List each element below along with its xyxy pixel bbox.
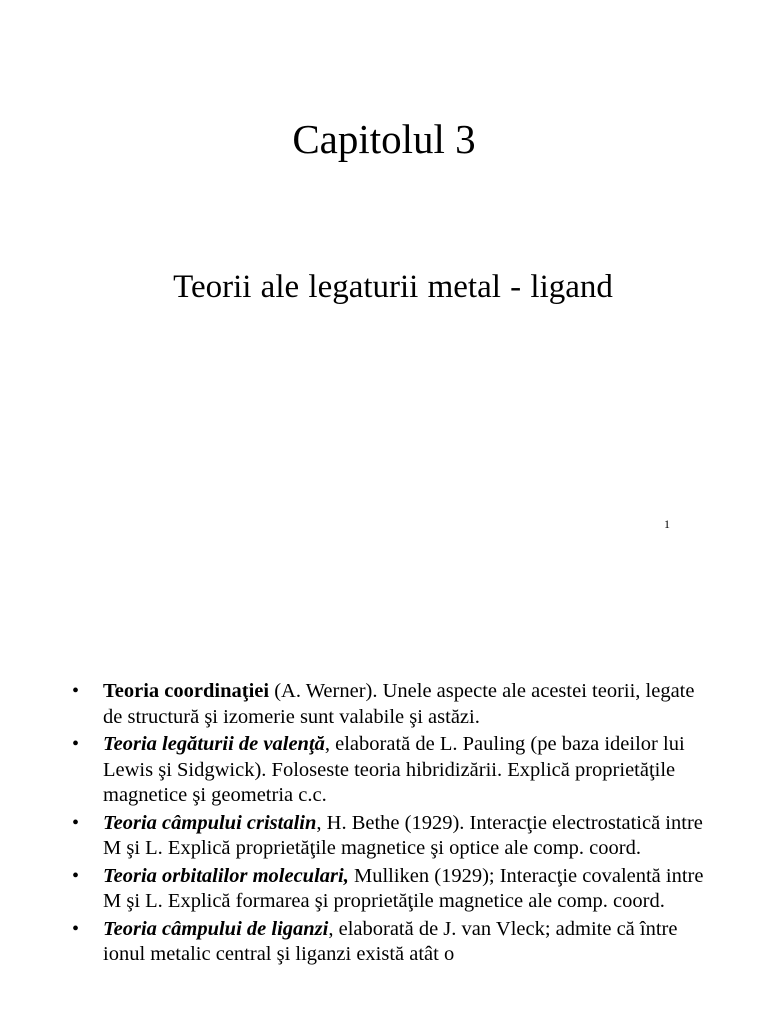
theory-term: Teoria legăturii de valenţă xyxy=(103,733,325,755)
theory-description: Mulliken (1929); Interacţie covalentă intre M şi L. Explică formarea şi proprietăţile magnetice ale comp. coord. xyxy=(103,864,704,912)
theory-term: Teoria câmpului de liganzi xyxy=(103,917,329,940)
list-item xyxy=(0,679,768,730)
bullet-icon: • xyxy=(72,680,80,702)
slide-2 xyxy=(0,560,768,1024)
theory-description: , elaborată de L. Pauling (pe baza ideilor lui Lewis şi Sidgwick). Foloseste teoria hibridizării. Explică proprietăţile magnetice şi geometria c.c. xyxy=(103,733,685,806)
theory-description: , elaborată de J. van Vleck; admite că între ionul metalic central şi liganzi există atât o xyxy=(103,917,678,965)
theory-term: Teoria coordinaţiei xyxy=(103,680,270,702)
bullet-icon: • xyxy=(72,864,80,887)
theory-term: Teoria orbitalilor moleculari, xyxy=(103,864,349,887)
theory-description: , H. Bethe (1929). Interacţie electrostatică intre M şi L. Explică proprietăţile magnetice şi optice ale comp. coord. xyxy=(103,811,703,859)
bullet-icon: • xyxy=(72,811,80,834)
chapter-subtitle: Teorii ale legaturii metal - ligand xyxy=(173,269,613,305)
list-item xyxy=(0,732,768,809)
page-number: 1 xyxy=(664,517,670,531)
chapter-title: Capitolul 3 xyxy=(292,116,476,162)
bullet-icon: • xyxy=(72,733,80,755)
list-item xyxy=(0,864,768,915)
theories-list xyxy=(0,679,768,968)
theory-description: (A. Werner). Unele aspecte ale acestei teorii, legate de structură şi izomerie sunt valabile şi astăzi. xyxy=(103,680,695,728)
list-item xyxy=(0,917,768,968)
list-item xyxy=(0,811,768,862)
theory-term: Teoria câmpului cristalin xyxy=(103,811,317,834)
bullet-icon: • xyxy=(72,917,80,940)
